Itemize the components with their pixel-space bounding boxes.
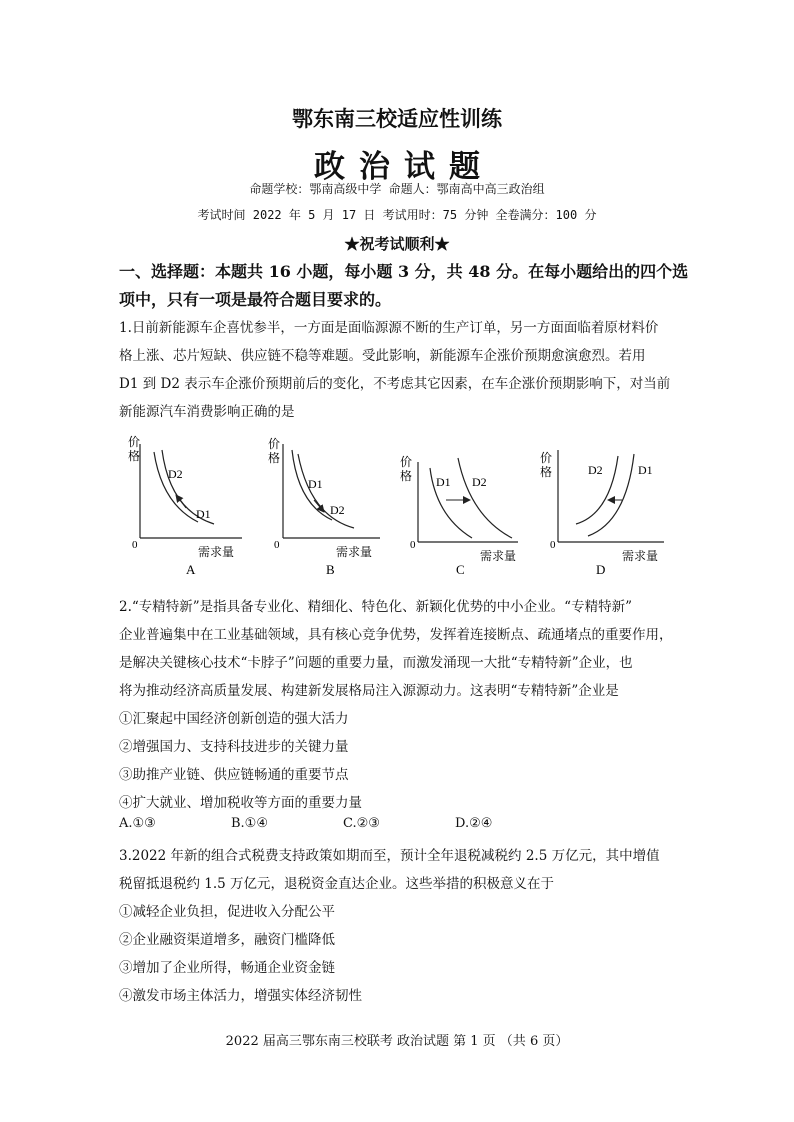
q2-choice-a[interactable]: A.①③ — [119, 816, 156, 831]
q3-statement: ④激发市场主体活力，增强实体经济韧性 — [119, 988, 362, 1004]
q1-text-line: 1.日前新能源车企喜忧参半，一方面是面临源源不断的生产订单，另一方面面临着原材料价 — [119, 320, 659, 336]
q1-text-line: 新能源汽车消费影响正确的是 — [119, 404, 295, 420]
graph-a-letter: A — [186, 562, 196, 577]
subject-title: 政治试题 — [314, 149, 494, 185]
graph-b — [268, 437, 380, 577]
graph-c-letter: C — [456, 562, 465, 577]
graph-d-ylabel: 价 — [540, 451, 553, 465]
q2-text-line: 是解决关键核心技术“卡脖子”问题的重要力量，而激发涌现一大批“专精特新”企业，也 — [119, 655, 633, 671]
section-heading-line1: 一、选择题：本题共 16 小题，每小题 3 分，共 48 分。在每小题给出的四个选 — [119, 262, 689, 281]
q2-statement: ④扩大就业、增加税收等方面的重要力量 — [119, 795, 362, 811]
graph-d-xlabel: 需求量 — [622, 549, 659, 563]
q2-choice-b[interactable]: B.①④ — [231, 816, 268, 831]
graph-b-shift-arrow — [314, 500, 324, 512]
graph-d — [540, 450, 664, 577]
graph-a-xlabel: 需求量 — [198, 545, 235, 559]
graph-a-label-1: D2 — [168, 467, 183, 481]
section-heading-line2: 项中，只有一项是最符合题目要求的。 — [119, 290, 392, 309]
exam-author-line: 命题学校：鄂南高级中学 命题人：鄂南高中高三政治组 — [249, 182, 545, 196]
graph-a-origin: 0 — [132, 539, 138, 551]
q2-answer-choices — [119, 816, 679, 831]
graph-a-label-2: D1 — [196, 507, 211, 521]
graph-b-label-1: D1 — [308, 477, 323, 491]
graph-a-ylabel: 格 — [128, 449, 141, 463]
graph-b-origin: 0 — [274, 539, 280, 551]
q3-statement: ③增加了企业所得，畅通企业资金链 — [119, 960, 335, 976]
graph-a-ylabel: 价 — [128, 435, 141, 449]
graph-d-letter: D — [596, 562, 606, 577]
graph-b-label-2: D2 — [330, 503, 345, 517]
q2-choice-d[interactable]: D.②④ — [455, 816, 493, 831]
q3-text-line: 税留抵退税约 1.5 万亿元，退税资金直达企业。这些举措的积极意义在于 — [119, 876, 555, 892]
q2-text-line: 企业普遍集中在工业基础领域，具有核心竞争优势，发挥着连接断点、疏通堵点的重要作用， — [119, 627, 673, 643]
q2-text-line: 将为推动经济高质量发展、构建新发展格局注入源源动力。这表明“专精特新”企业是 — [119, 683, 619, 699]
q2-statement: ③助推产业链、供应链畅通的重要节点 — [119, 767, 349, 783]
q3-statement: ①减轻企业负担，促进收入分配公平 — [119, 904, 335, 920]
graph-d-origin: 0 — [550, 539, 556, 551]
graph-d-ylabel: 格 — [540, 465, 553, 479]
graph-c-curve-d2 — [458, 458, 512, 538]
page-footer: 2022 届高三鄂东南三校联考 政治试题 第 1 页 （共 6 页） — [225, 1034, 569, 1049]
q1-text-line: 格上涨、芯片短缺、供应链不稳等难题。受此影响，新能源车企涨价预期愈演愈烈。若用 — [119, 348, 646, 364]
graph-b-xlabel: 需求量 — [336, 545, 373, 559]
q2-statement: ②增强国力、支持科技进步的关键力量 — [119, 739, 349, 755]
graph-b-letter: B — [326, 562, 335, 577]
exam-time-line: 考试时间 2022 年 5 月 17 日 考试用时：75 分钟 全卷满分：100 分 — [197, 208, 597, 222]
q3-statement: ②企业融资渠道增多，融资门槛降低 — [119, 932, 335, 948]
q2-choice-c[interactable]: C.②③ — [343, 816, 380, 831]
graph-c-label-1: D1 — [436, 475, 451, 489]
q1-demand-graphs — [118, 432, 678, 582]
graph-d-label-1: D2 — [588, 463, 603, 477]
graph-c-label-2: D2 — [472, 475, 487, 489]
graph-c-xlabel: 需求量 — [480, 549, 517, 563]
q3-text-line: 3.2022 年新的组合式税费支持政策如期而至，预计全年退税减税约 2.5 万亿元，其中增值 — [119, 848, 660, 864]
graph-b-ylabel: 价 — [268, 437, 281, 451]
exam-title: 鄂东南三校适应性训练 — [292, 106, 502, 131]
q2-text-line: 2.“专精特新”是指具备专业化、精细化、特色化、新颖化优势的中小企业。“专精特新” — [119, 599, 632, 615]
graph-c — [400, 455, 518, 577]
graph-c-origin: 0 — [410, 539, 416, 551]
good-luck-banner: ★祝考试顺利★ — [344, 235, 450, 253]
graph-c-ylabel: 格 — [400, 469, 413, 483]
q2-statement: ①汇聚起中国经济创新创造的强大活力 — [119, 711, 349, 727]
graph-d-label-2: D1 — [638, 463, 653, 477]
graph-a — [128, 435, 242, 577]
graph-c-ylabel: 价 — [400, 455, 413, 469]
graph-b-ylabel: 格 — [268, 451, 281, 465]
q1-text-line: D1 到 D2 表示车企涨价预期前后的变化，不考虑其它因素，在车企涨价预期影响下，对当前 — [119, 376, 671, 392]
